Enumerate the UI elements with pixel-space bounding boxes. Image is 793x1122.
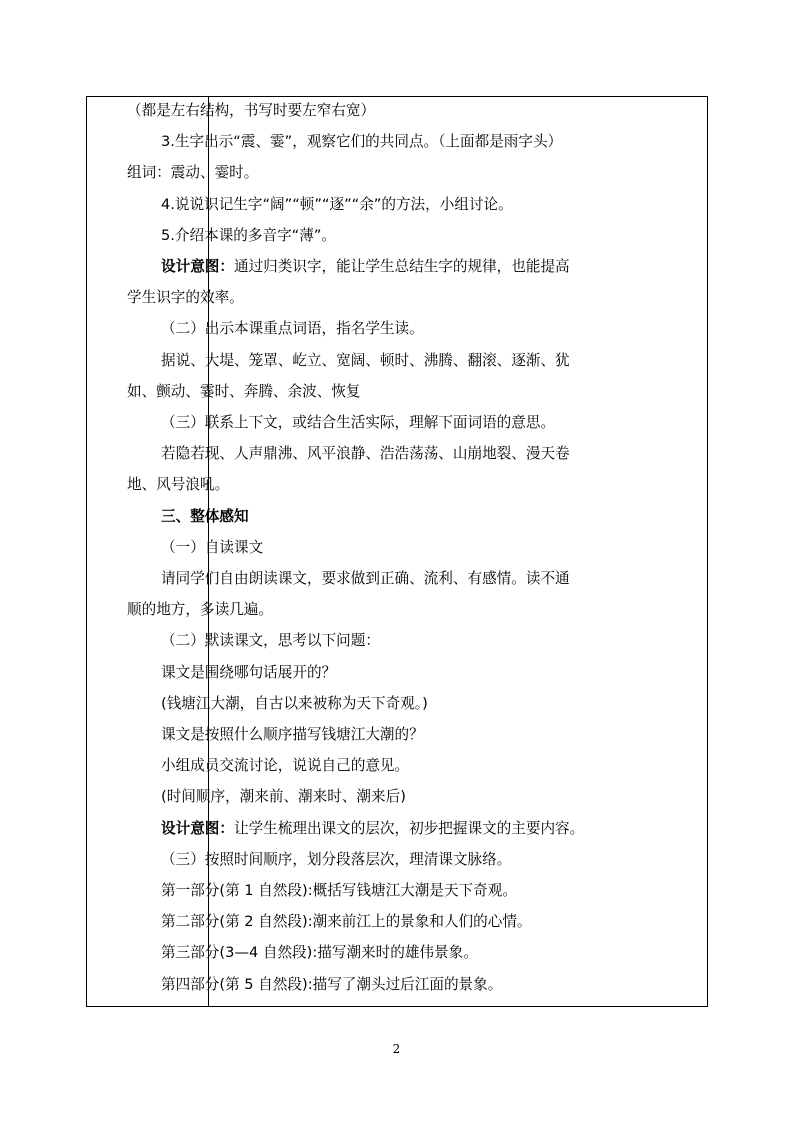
- text-line: [127, 912, 532, 932]
- section-heading: [127, 507, 249, 527]
- line-text: 5.介绍本课的多音字“薄”。: [161, 226, 336, 244]
- text-line: [127, 101, 375, 121]
- line-text: 如、颤动、霎时、奔腾、余波、恢复: [127, 382, 361, 400]
- text-line: [127, 288, 244, 308]
- line-text: (时间顺序，潮来前、潮来时、潮来后): [161, 788, 406, 806]
- text-line: [127, 881, 517, 901]
- line-text: 小组成员交流讨论，说说自己的意见。: [161, 757, 410, 775]
- text-line: [127, 413, 555, 433]
- text-line: [127, 663, 336, 683]
- line-text: 学生识字的效率。: [127, 289, 244, 307]
- text-line: [127, 975, 502, 995]
- page-number: 2: [392, 1042, 401, 1056]
- line-text: 第四部分(第 5 自然段):描写了潮头过后江面的景象。: [161, 975, 503, 993]
- text-line: [127, 756, 409, 776]
- text-line: [127, 694, 428, 714]
- line-text: 三、整体感知: [161, 507, 249, 525]
- line-text: 地、风号浪吼。: [127, 476, 230, 494]
- line-text: 课文是按照什么顺序描写钱塘江大潮的？: [161, 726, 424, 743]
- line-text: 请同学们自由朗读课文，要求做到正确、流利、有感情。读不通: [161, 570, 570, 587]
- text-line: [127, 351, 570, 371]
- line-text: （都是左右结构，书写时要左窄右宽）: [127, 102, 376, 119]
- line-text: 第一部分(第 1 自然段):概括写钱塘江大潮是天下奇观。: [161, 882, 517, 899]
- line-text: (钱塘江大潮，自古以来被称为天下奇观。): [161, 694, 428, 712]
- text-line: [127, 725, 424, 745]
- text-line: [127, 226, 336, 246]
- line-text: （三）联系上下文，或结合生活实际，理解下面词语的意思。: [161, 414, 556, 431]
- text-line: [127, 943, 478, 963]
- line-text: 课文是围绕哪句话展开的？: [161, 663, 337, 681]
- text-line: [127, 600, 273, 620]
- text-line: [127, 850, 511, 870]
- design-intent-label: 设计意图：: [161, 819, 234, 837]
- text-line: [127, 787, 406, 807]
- line-text: 4.说说识记生字“阔”“顿”“逐”“余”的方法，小组讨论。: [161, 195, 513, 213]
- line-text: （三）按照时间顺序，划分段落层次，理清课文脉络。: [161, 850, 512, 868]
- text-line: [127, 163, 258, 183]
- text-line: [127, 444, 570, 464]
- line-text: 若隐若现、人声鼎沸、风平浪静、浩浩荡荡、山崩地裂、漫天卷: [161, 445, 570, 463]
- line-text: 第二部分(第 2 自然段):潮来前江上的景象和人们的心情。: [161, 913, 532, 931]
- text-line: [127, 132, 562, 152]
- text-line: [127, 819, 584, 839]
- text-line: [127, 382, 361, 402]
- line-text: 组词：震动、霎时。: [127, 164, 259, 182]
- text-line: [127, 319, 424, 339]
- line-text: 3.生字出示“震、霎”，观察它们的共同点。（上面都是雨字头）: [161, 133, 563, 151]
- line-text: 第三部分(3—4 自然段):描写潮来时的雄伟景象。: [161, 944, 478, 962]
- text-line: [127, 569, 570, 589]
- line-text: （二）默读课文，思考以下问题：: [161, 632, 380, 650]
- text-line: [127, 257, 570, 277]
- line-text: 通过归类识字，能让学生总结生字的规律，也能提高: [233, 258, 570, 275]
- line-text: 据说、大堤、笼罩、屹立、宽阔、顿时、沸腾、翻滚、逐渐、犹: [161, 351, 570, 369]
- text-line: [127, 631, 380, 651]
- text-line: [127, 538, 263, 558]
- line-text: （二）出示本课重点词语，指名学生读。: [161, 320, 424, 338]
- line-text: 让学生梳理出课文的层次，初步把握课文的主要内容。: [233, 819, 585, 837]
- line-text: 顺的地方，多读几遍。: [127, 601, 273, 619]
- design-intent-label: 设计意图：: [161, 258, 234, 275]
- text-line: [127, 195, 513, 215]
- line-text: （一）自读课文: [161, 538, 264, 556]
- text-line: [127, 475, 229, 495]
